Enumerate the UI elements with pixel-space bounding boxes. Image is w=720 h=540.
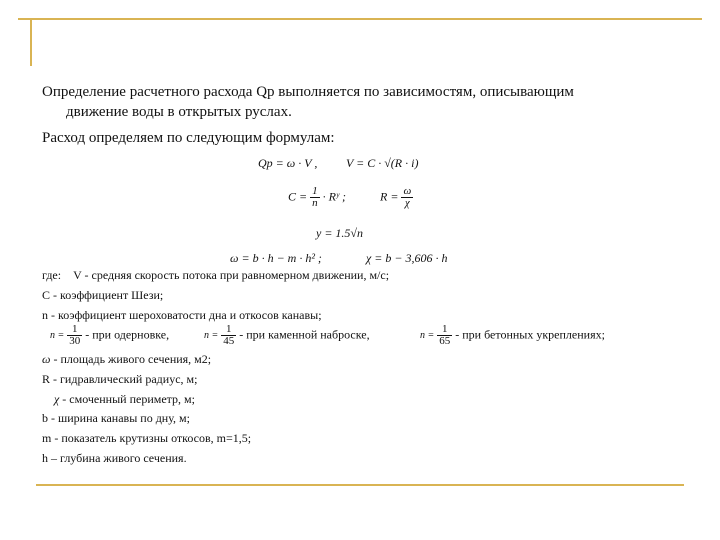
formula-discharge: Qр = ω · V , bbox=[258, 156, 318, 170]
n-concrete-den: 65 bbox=[439, 335, 451, 347]
n-stone-fraction bbox=[221, 324, 236, 347]
formula-block bbox=[230, 150, 490, 268]
formula-radius-den: χ bbox=[404, 197, 410, 209]
formula-radius-fraction bbox=[401, 186, 413, 209]
def-area bbox=[42, 350, 211, 369]
n-stone-num: 1 bbox=[221, 324, 236, 336]
def-n-concrete bbox=[420, 324, 605, 347]
def-velocity-text: V - средняя скорость потока при равномерном движении, м/с; bbox=[73, 268, 390, 282]
n-concrete-text: - при бетонных укреплениях; bbox=[455, 327, 605, 342]
n-sod-lhs: n = bbox=[50, 330, 65, 341]
def-depth: h – глубина живого сечения. bbox=[42, 451, 187, 465]
def-chezy: C - коэффициент Шези; bbox=[42, 288, 164, 302]
def-slope: m - показатель крутизны откосов, m=1,5; bbox=[42, 431, 252, 445]
n-concrete-fraction bbox=[437, 324, 452, 347]
top-rule bbox=[18, 18, 702, 20]
bottom-rule bbox=[36, 484, 684, 486]
def-velocity bbox=[42, 266, 389, 285]
formulas-intro: Расход определяем по следующим формулам: bbox=[42, 130, 335, 146]
chi-symbol: χ bbox=[54, 392, 60, 406]
def-width: b - ширина канавы по дну, м; bbox=[42, 411, 190, 425]
n-sod-den: 30 bbox=[69, 335, 81, 347]
formula-exponent: y = 1.5√n bbox=[316, 226, 364, 240]
formula-radius-lhs: R = bbox=[380, 189, 399, 204]
n-sod-num: 1 bbox=[67, 324, 82, 336]
formula-chezy bbox=[288, 186, 346, 209]
n-sod-text: - при одерновке, bbox=[85, 327, 170, 342]
def-radius: R - гидравлический радиус, м; bbox=[42, 372, 198, 386]
formula-chezy-fraction bbox=[310, 186, 320, 209]
def-n-stone bbox=[204, 324, 370, 347]
def-n-sod bbox=[50, 324, 169, 347]
n-sod-fraction bbox=[67, 324, 82, 347]
n-concrete-num: 1 bbox=[437, 324, 452, 336]
def-perimeter bbox=[54, 390, 195, 409]
formula-velocity: V = C · √(R · i) bbox=[346, 156, 419, 170]
formula-chezy-den: n bbox=[312, 197, 318, 209]
intro-line-1: Определение расчетного расхода Qр выполняется по зависимостям, описывающим bbox=[42, 84, 574, 100]
intro-paragraph bbox=[42, 82, 682, 122]
n-stone-lhs: n = bbox=[204, 330, 219, 341]
formula-area: ω = b · h − m · h² ; bbox=[230, 251, 322, 265]
omega-symbol: ω bbox=[42, 352, 51, 366]
def-roughness: n - коэффициент шероховатости дна и откосов канавы; bbox=[42, 308, 322, 322]
def-perimeter-text: - смоченный периметр, м; bbox=[62, 392, 195, 406]
formula-radius bbox=[380, 186, 413, 209]
where-label: где: bbox=[42, 268, 62, 282]
formula-chezy-num: 1 bbox=[312, 185, 318, 197]
n-concrete-lhs: n = bbox=[420, 330, 435, 341]
formula-radius-num: ω bbox=[403, 185, 412, 197]
intro-line-2: движение воды в открытых руслах. bbox=[66, 104, 292, 120]
left-rule bbox=[30, 18, 32, 66]
formula-chezy-tail: · Rʸ ; bbox=[322, 189, 346, 204]
formula-chezy-lhs: C = bbox=[288, 189, 308, 204]
def-area-text: - площадь живого сечения, м2; bbox=[53, 352, 212, 366]
formula-perimeter: χ = b − 3,606 · h bbox=[366, 251, 448, 265]
n-stone-text: - при каменной наброске, bbox=[239, 327, 370, 342]
n-stone-den: 45 bbox=[223, 335, 235, 347]
